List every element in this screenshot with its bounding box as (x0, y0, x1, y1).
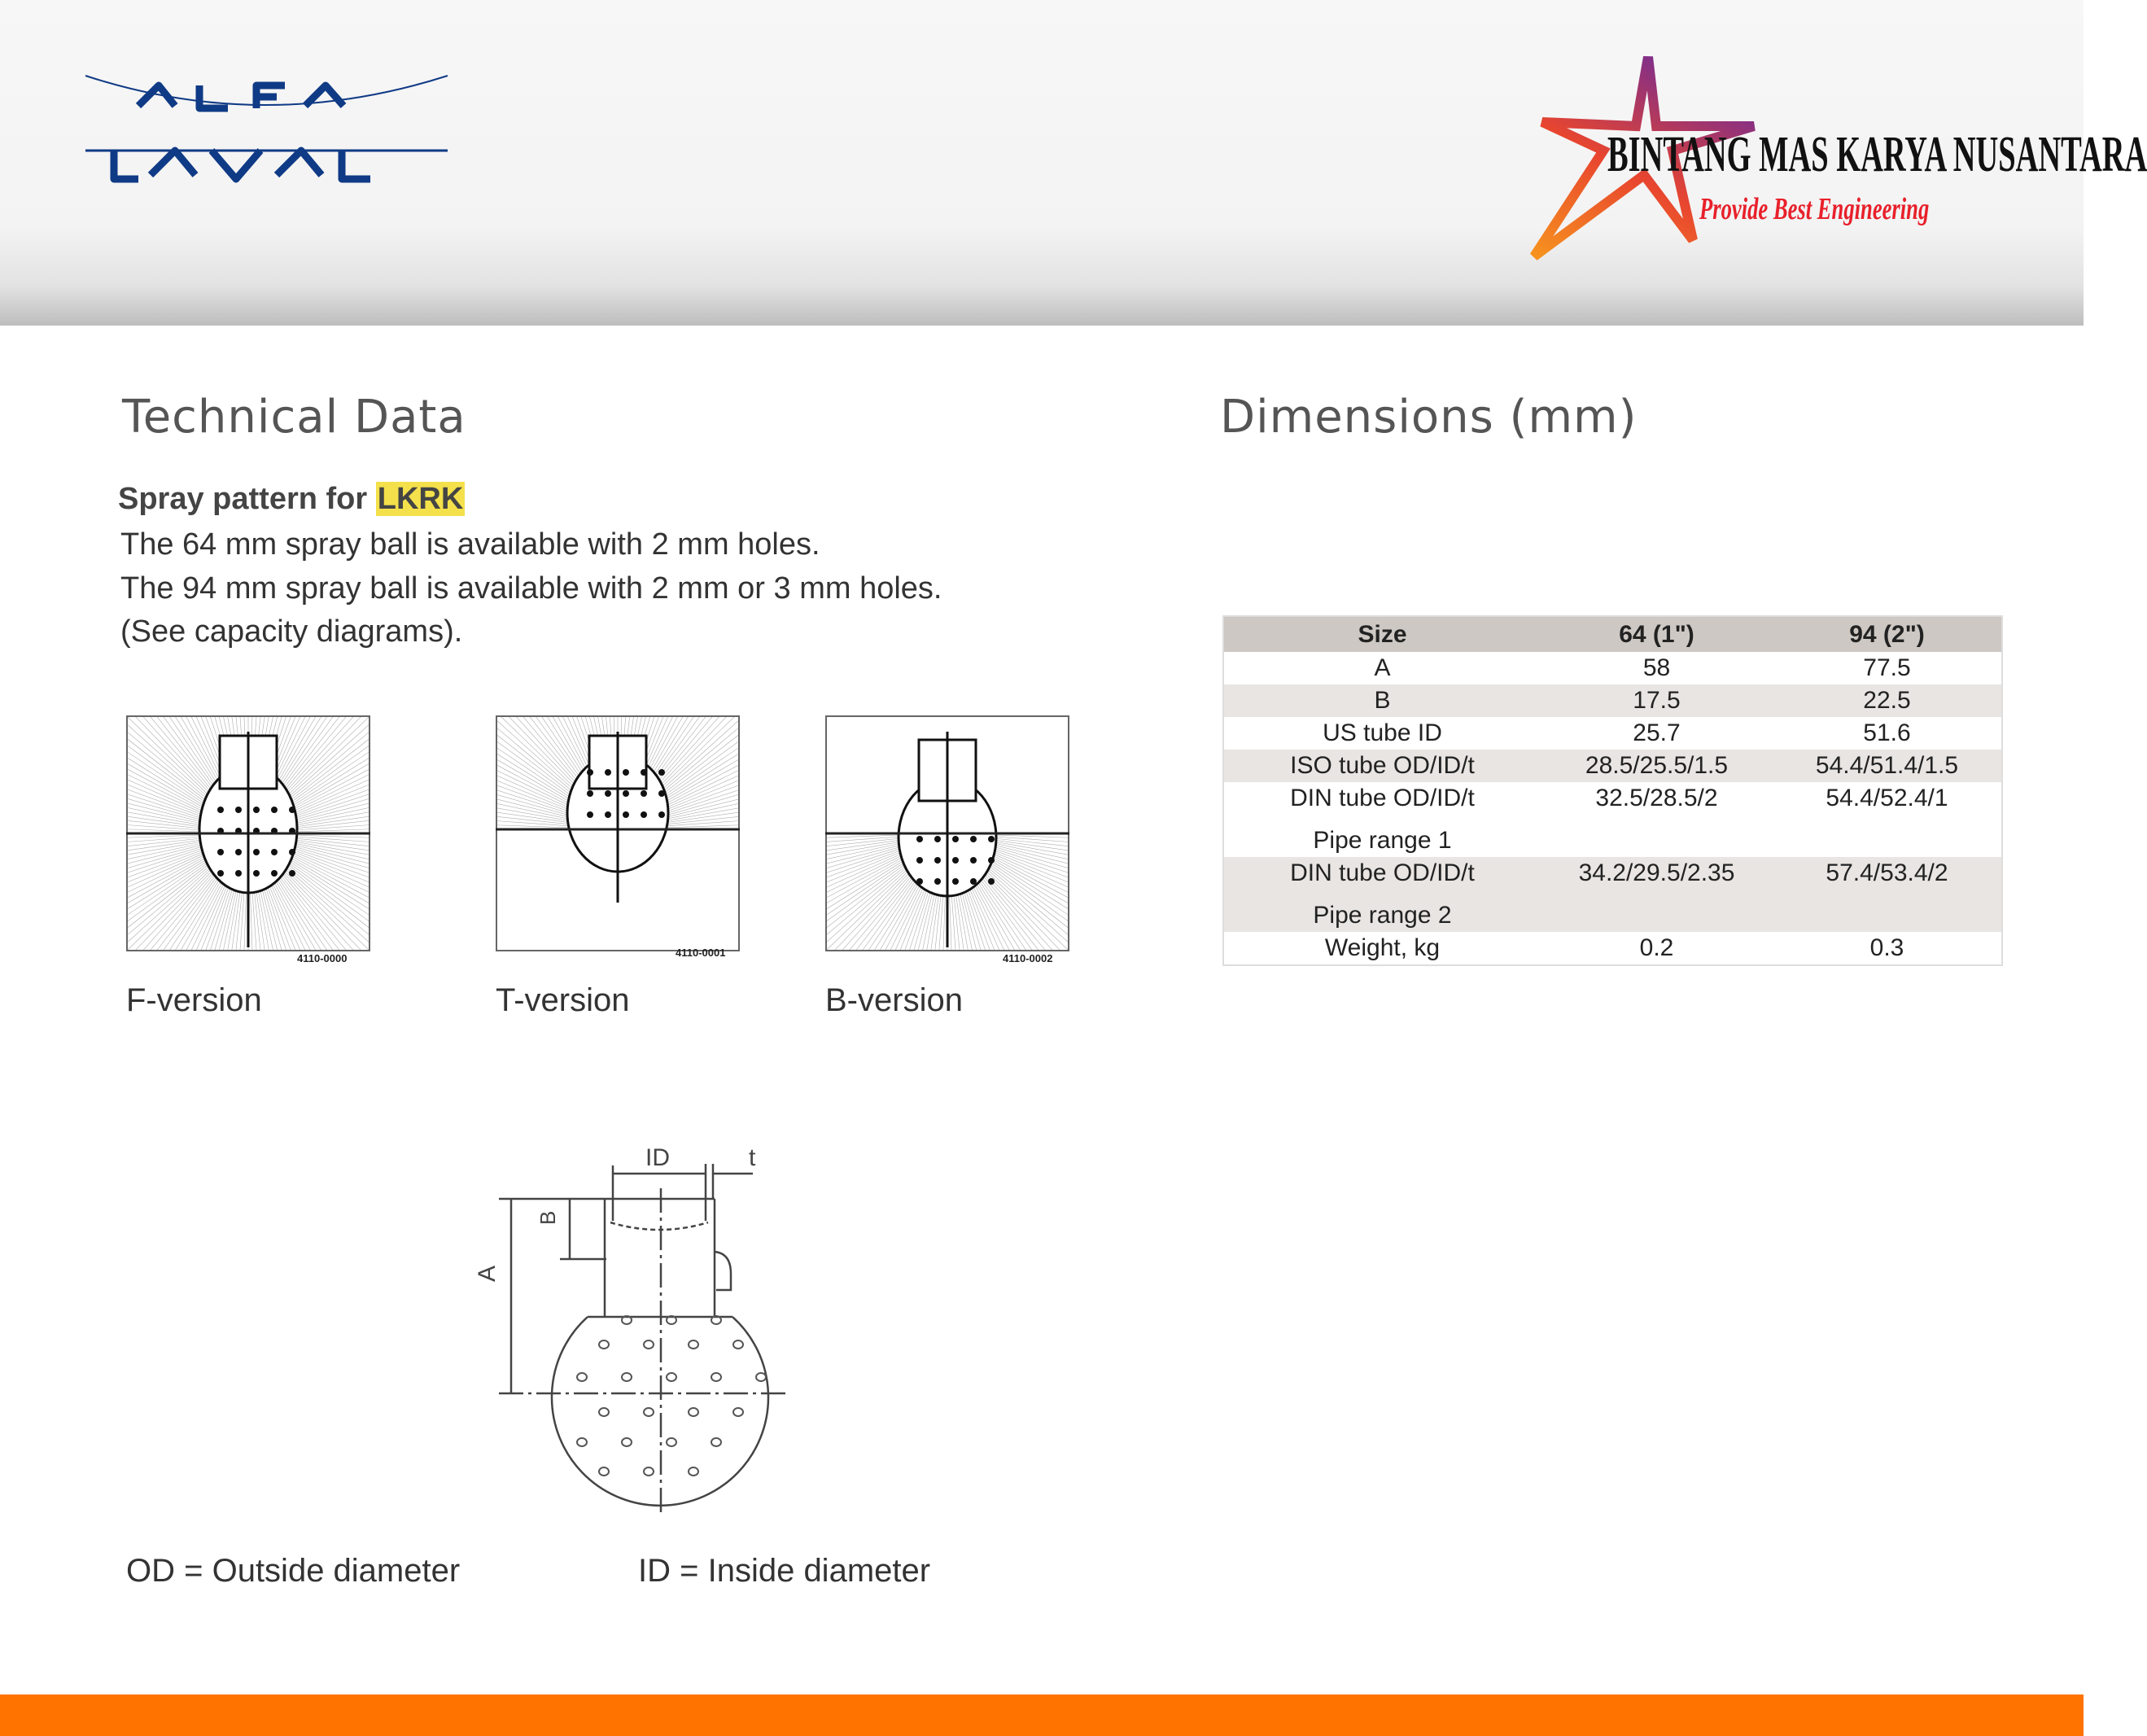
b-version-spray-diagram (825, 715, 1069, 951)
header (0, 0, 2147, 326)
table-cell (1773, 899, 2002, 932)
header-cell: 94 (2") (1773, 616, 2002, 652)
id-dimension-label: ID (645, 1144, 670, 1171)
table-cell: Pipe range 1 (1313, 827, 1452, 854)
description-line: (See capacity diagrams). (120, 614, 463, 649)
table-row (1223, 782, 2002, 824)
table-cell: 17.5 (1541, 684, 1773, 717)
description-line: The 94 mm spray ball is available with 2 mm or 3 mm holes. (120, 571, 942, 606)
a-dimension-label: A (474, 1265, 501, 1282)
table-cell (1541, 899, 1773, 932)
table-row (1223, 684, 2002, 717)
dimensions-table (1222, 615, 2003, 966)
table-cell: 22.5 (1773, 684, 2002, 717)
b-version-label: B-version (825, 982, 963, 1018)
table-row (1223, 899, 2002, 932)
product-highlight: LKRK (377, 482, 464, 516)
technical-data-title: Technical Data (122, 391, 466, 444)
b-dimension-label: B (536, 1210, 560, 1225)
drawing-code: 4110-0002 (1003, 952, 1053, 964)
table-cell: Pipe range 2 (1223, 899, 1541, 932)
table-cell: 51.6 (1863, 719, 1911, 746)
table-cell (1773, 824, 2002, 857)
table-cell: 54.4/51.4/1.5 (1773, 750, 2002, 782)
table-cell: DIN tube OD/ID/t (1290, 785, 1475, 811)
t-dimension-label: t (749, 1144, 756, 1171)
table-cell: 25.7 (1633, 719, 1681, 746)
dimensions-title: Dimensions (mm) (1220, 391, 1638, 444)
id-legend: ID = Inside diameter (638, 1553, 931, 1589)
table-cell (1541, 824, 1773, 857)
header-cell: 64 (1") (1541, 616, 1773, 652)
table-cell: B (1223, 684, 1541, 717)
spray-pattern-heading (118, 482, 465, 517)
table-row (1223, 857, 2002, 899)
table-cell: 77.5 (1863, 654, 1911, 681)
table-cell: 0.2 (1639, 934, 1674, 961)
t-version-spray-diagram (496, 715, 740, 951)
drawing-code: 4110-0000 (297, 952, 348, 964)
f-version-label: F-version (126, 982, 262, 1018)
table-cell: 32.5/28.5/2 (1595, 785, 1718, 811)
table-cell: A (1374, 654, 1391, 681)
table-cell: US tube ID (1323, 719, 1442, 746)
t-version-label: T-version (496, 982, 630, 1018)
table-row (1223, 750, 2002, 782)
alfa-laval-logo (81, 69, 456, 191)
spray-ball-dimension-drawing (456, 1131, 814, 1522)
table-cell: ISO tube OD/ID/t (1223, 750, 1541, 782)
table-cell: 58 (1642, 654, 1671, 681)
table-cell: 28.5/25.5/1.5 (1541, 750, 1773, 782)
table-cell: 54.4/52.4/1 (1826, 785, 1948, 811)
description-line: The 64 mm spray ball is available with 2 mm holes. (120, 527, 820, 562)
footer-accent-bar (0, 1694, 2084, 1736)
drawing-code: 4110-0001 (676, 947, 726, 959)
table-cell: DIN tube OD/ID/t (1223, 857, 1541, 899)
table-cell: Weight, kg (1324, 934, 1441, 961)
table-cell: 57.4/53.4/2 (1773, 857, 2002, 899)
od-legend: OD = Outside diameter (126, 1553, 461, 1589)
table-row (1223, 824, 2002, 857)
table-cell: 0.3 (1869, 934, 1904, 961)
company-name: BINTANG MAS KARYA NUSANTARA (1607, 127, 2147, 182)
spray-pattern-prefix: Spray pattern for (118, 482, 376, 516)
table-row (1223, 932, 2002, 965)
table-row (1223, 652, 2002, 684)
table-row (1223, 717, 2002, 750)
table-header-row (1223, 616, 2002, 652)
f-version-spray-diagram (126, 715, 370, 951)
table-cell: 34.2/29.5/2.35 (1541, 857, 1773, 899)
company-tagline: Provide Best Engineering (1699, 192, 1930, 226)
header-cell: Size (1223, 616, 1541, 652)
